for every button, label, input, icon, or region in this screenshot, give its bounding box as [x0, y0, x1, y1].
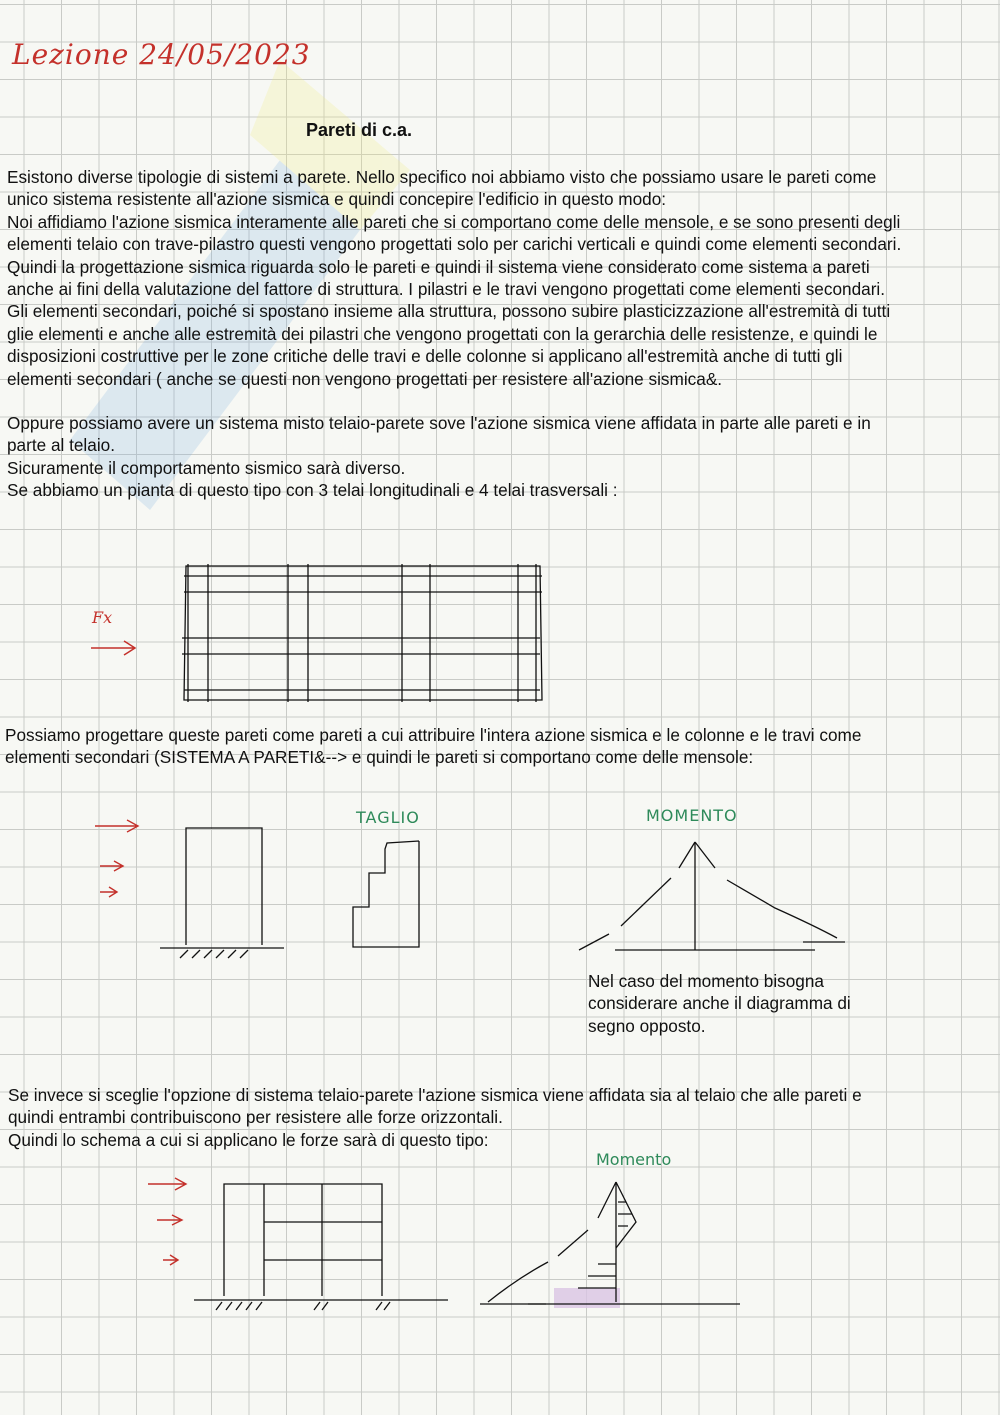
- moment-diagram-label: MOMENTO: [646, 806, 738, 825]
- moment-diagram-sketch: [575, 838, 860, 958]
- floor-plan-sketch: [180, 560, 550, 710]
- text-line: Esistono diverse tipologie di sistemi a parete. Nello specifico noi abbiamo visto che possiamo usare le pareti come: [7, 167, 877, 187]
- text-line: Possiamo progettare queste pareti come pareti a cui attribuire l'intera azione sismica e le colonne e le travi come: [5, 725, 862, 745]
- text-line: Oppure possiamo avere un sistema misto telaio-parete sove l'azione sismica viene affidata in parte alle pareti e in: [7, 413, 871, 434]
- handwritten-date: Lezione 24/05/2023: [12, 38, 311, 71]
- text-line: segno opposto.: [588, 1015, 706, 1036]
- text-line: elementi telaio con trave-pilastro questi vengono progettati solo per carichi verticali e quindi come elementi secondari.: [7, 234, 902, 255]
- moment-diagram-label-2: Momento: [596, 1150, 672, 1169]
- text-line: Quindi la progettazione sismica riguarda solo le pareti e quindi il sistema viene considerato come sistema a pareti: [7, 256, 870, 277]
- text-line: considerare anche il diagramma di: [588, 993, 851, 1014]
- force-label-fx: Fx: [92, 608, 113, 627]
- section2-text: [5, 724, 861, 769]
- text-line: quindi entrambi contribuiscono per resistere alle forze orizzontali.: [8, 1107, 503, 1128]
- text-line: Se abbiamo un pianta di questo tipo con 3 telai longitudinali e 4 telai trasversali :: [7, 480, 618, 501]
- force-arrows-icon: [92, 815, 152, 905]
- text-line: Gli elementi secondari, poiché si spostano insieme alla struttura, possono subire plasticizzazione all'estremità di tutti: [7, 301, 891, 322]
- section3-text: [8, 1084, 862, 1151]
- force-arrow-icon: [88, 638, 148, 658]
- moment-note: [588, 970, 851, 1037]
- text-line: disposizioni costruttive per le zone critiche delle travi e delle colonne si applicano all'estremità anche di tutti gli: [7, 346, 843, 367]
- intro-text: [7, 166, 901, 502]
- text-line: elementi secondari ( anche se questi non vengono progettati per resistere all'azione sismica&.: [7, 368, 723, 389]
- shear-diagram-sketch: [345, 835, 435, 955]
- shear-diagram-label: TAGLIO: [356, 808, 420, 827]
- text-line: elementi secondari (SISTEMA A PARETI&--> e quindi le pareti si comportano come delle mensole:: [5, 747, 754, 768]
- page-title: Pareti di c.a.: [306, 120, 413, 140]
- text-line: Se invece si sceglie l'opzione di sistema telaio-parete l'azione sismica viene affidata sia al telaio che alle pareti e: [8, 1085, 862, 1105]
- text-line: glie elementi e anche alle estremità dei pilastri che vengono progettati con la gerarchia delle resistenze, e quindi le: [7, 323, 878, 344]
- text-line: parte al telaio.: [7, 435, 115, 456]
- text-line: Noi affidiamo l'azione sismica interamente alle pareti che si comportano come delle mensole, e se sono presenti degli: [7, 211, 901, 232]
- moment-diagram-sketch-2: [478, 1178, 748, 1313]
- text-line: anche ai fini della valutazione del fattore di struttura. I pilastri e le travi vengono progettati come elementi secondari.: [7, 279, 886, 300]
- text-line: Nel caso del momento bisogna: [588, 971, 824, 991]
- text-line: Sicuramente il comportamento sismico sarà diverso.: [7, 457, 406, 478]
- cantilever-wall-sketch: [158, 820, 288, 960]
- text-line: unico sistema resistente all'azione sismica e quindi concepire l'edificio in questo modo:: [7, 189, 667, 210]
- frame-wall-sketch: [190, 1178, 455, 1313]
- text-line: Quindi lo schema a cui si applicano le forze sarà di questo tipo:: [8, 1129, 489, 1150]
